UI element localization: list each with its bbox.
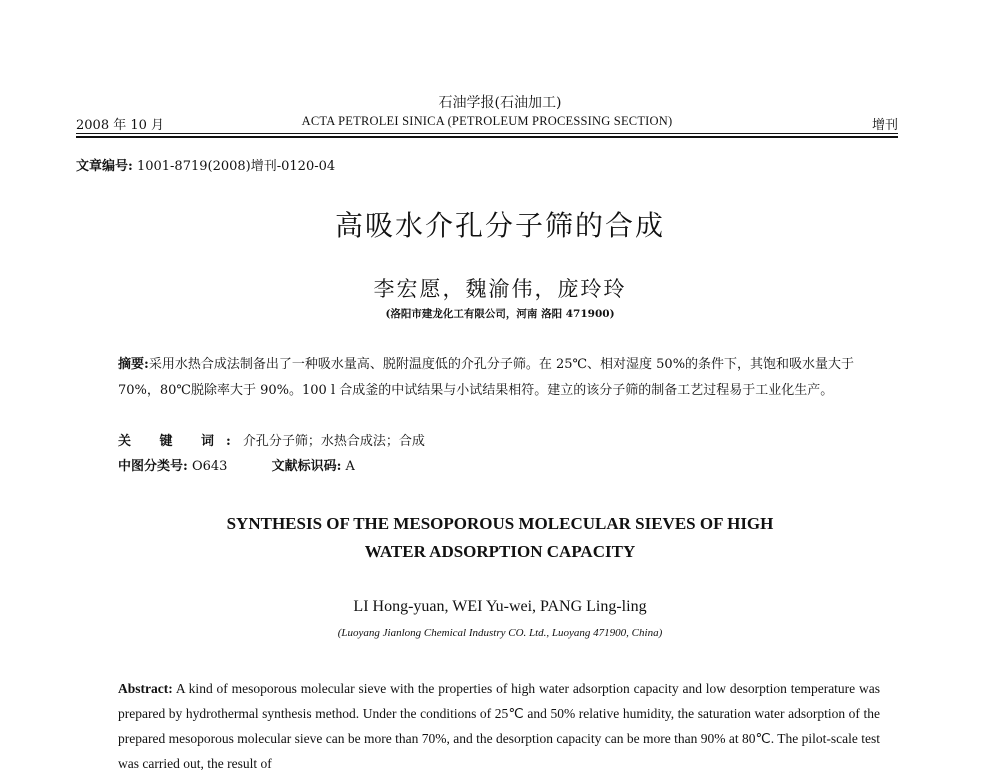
abstract-cn-label: 摘要: <box>118 357 149 372</box>
class-number-value: O643 <box>191 459 228 474</box>
journal-name-cn: 石油学报(石油加工) <box>438 95 562 111</box>
classification-row <box>118 455 355 474</box>
paper-title-en <box>0 510 1000 566</box>
header-rule-thick <box>76 136 898 138</box>
running-header <box>76 114 898 132</box>
class-number-label: 中图分类号: <box>118 459 188 474</box>
abstract-en <box>118 676 880 776</box>
keywords-cn-text: 介孔分子筛；水热合成法；合成 <box>242 434 425 449</box>
issue-label: 增刊 <box>871 118 898 133</box>
article-number <box>76 155 335 174</box>
issue-date: 2008 年 10 月 <box>76 118 165 133</box>
doc-code-value: A <box>345 459 355 474</box>
paper-title-cn: 高吸水介孔分子筛的合成 <box>334 209 665 242</box>
affiliation-cn: (洛阳市建龙化工有限公司，河南 洛阳 471900) <box>385 308 615 320</box>
authors-cn: 李宏愿，魏渝伟，庞玲玲 <box>373 277 627 301</box>
affiliation-en: (Luoyang Jianlong Chemical Industry CO. Ltd., Luoyang 471900, China) <box>337 627 663 639</box>
paper-title-en-line2: WATER ADSORPTION CAPACITY <box>364 542 636 561</box>
abstract-cn-text: 采用水热合成法制备出了一种吸水量高、脱附温度低的介孔分子筛。在 25℃、相对湿度 50%的条件下，其饱和吸水量大于 70%，80℃脱除率大于 90%。100 l 合成釜的中试结果与小试结果相符。建立的该分子筛的制备工艺过程易于工业化生产。 <box>118 357 855 398</box>
keywords-cn-label: 关 键 词: <box>118 434 243 449</box>
article-number-value: 1001-8719(2008)增刊-0120-04 <box>136 159 336 174</box>
abstract-en-text: A kind of mesoporous molecular sieve with the properties of high water adsorption capacity and low desorption temperature was prepared by hydrothermal synthesis method. Under the conditions of 25℃ and 50% relative humidity, the saturation water adsorption of the prepared mesoporous molecular sieve can be more than 70%, and the desorption capacity can be more than 90% at 80℃. The pilot-scale test was carried out, the result of <box>118 681 881 771</box>
abstract-en-label: Abstract: <box>118 681 173 696</box>
article-number-label: 文章编号: <box>76 159 133 174</box>
header-rule-thin <box>76 133 898 134</box>
doc-code-label: 文献标识码: <box>271 459 342 474</box>
abstract-cn <box>118 352 880 404</box>
paper-title-en-line1: SYNTHESIS OF THE MESOPOROUS MOLECULAR SIEVES OF HIGH <box>226 514 774 533</box>
journal-name-en: ACTA PETROLEI SINICA (PETROLEUM PROCESSING SECTION) <box>301 114 673 128</box>
keywords-cn <box>118 430 425 449</box>
authors-en: LI Hong-yuan, WEI Yu-wei, PANG Ling-ling <box>353 598 647 615</box>
